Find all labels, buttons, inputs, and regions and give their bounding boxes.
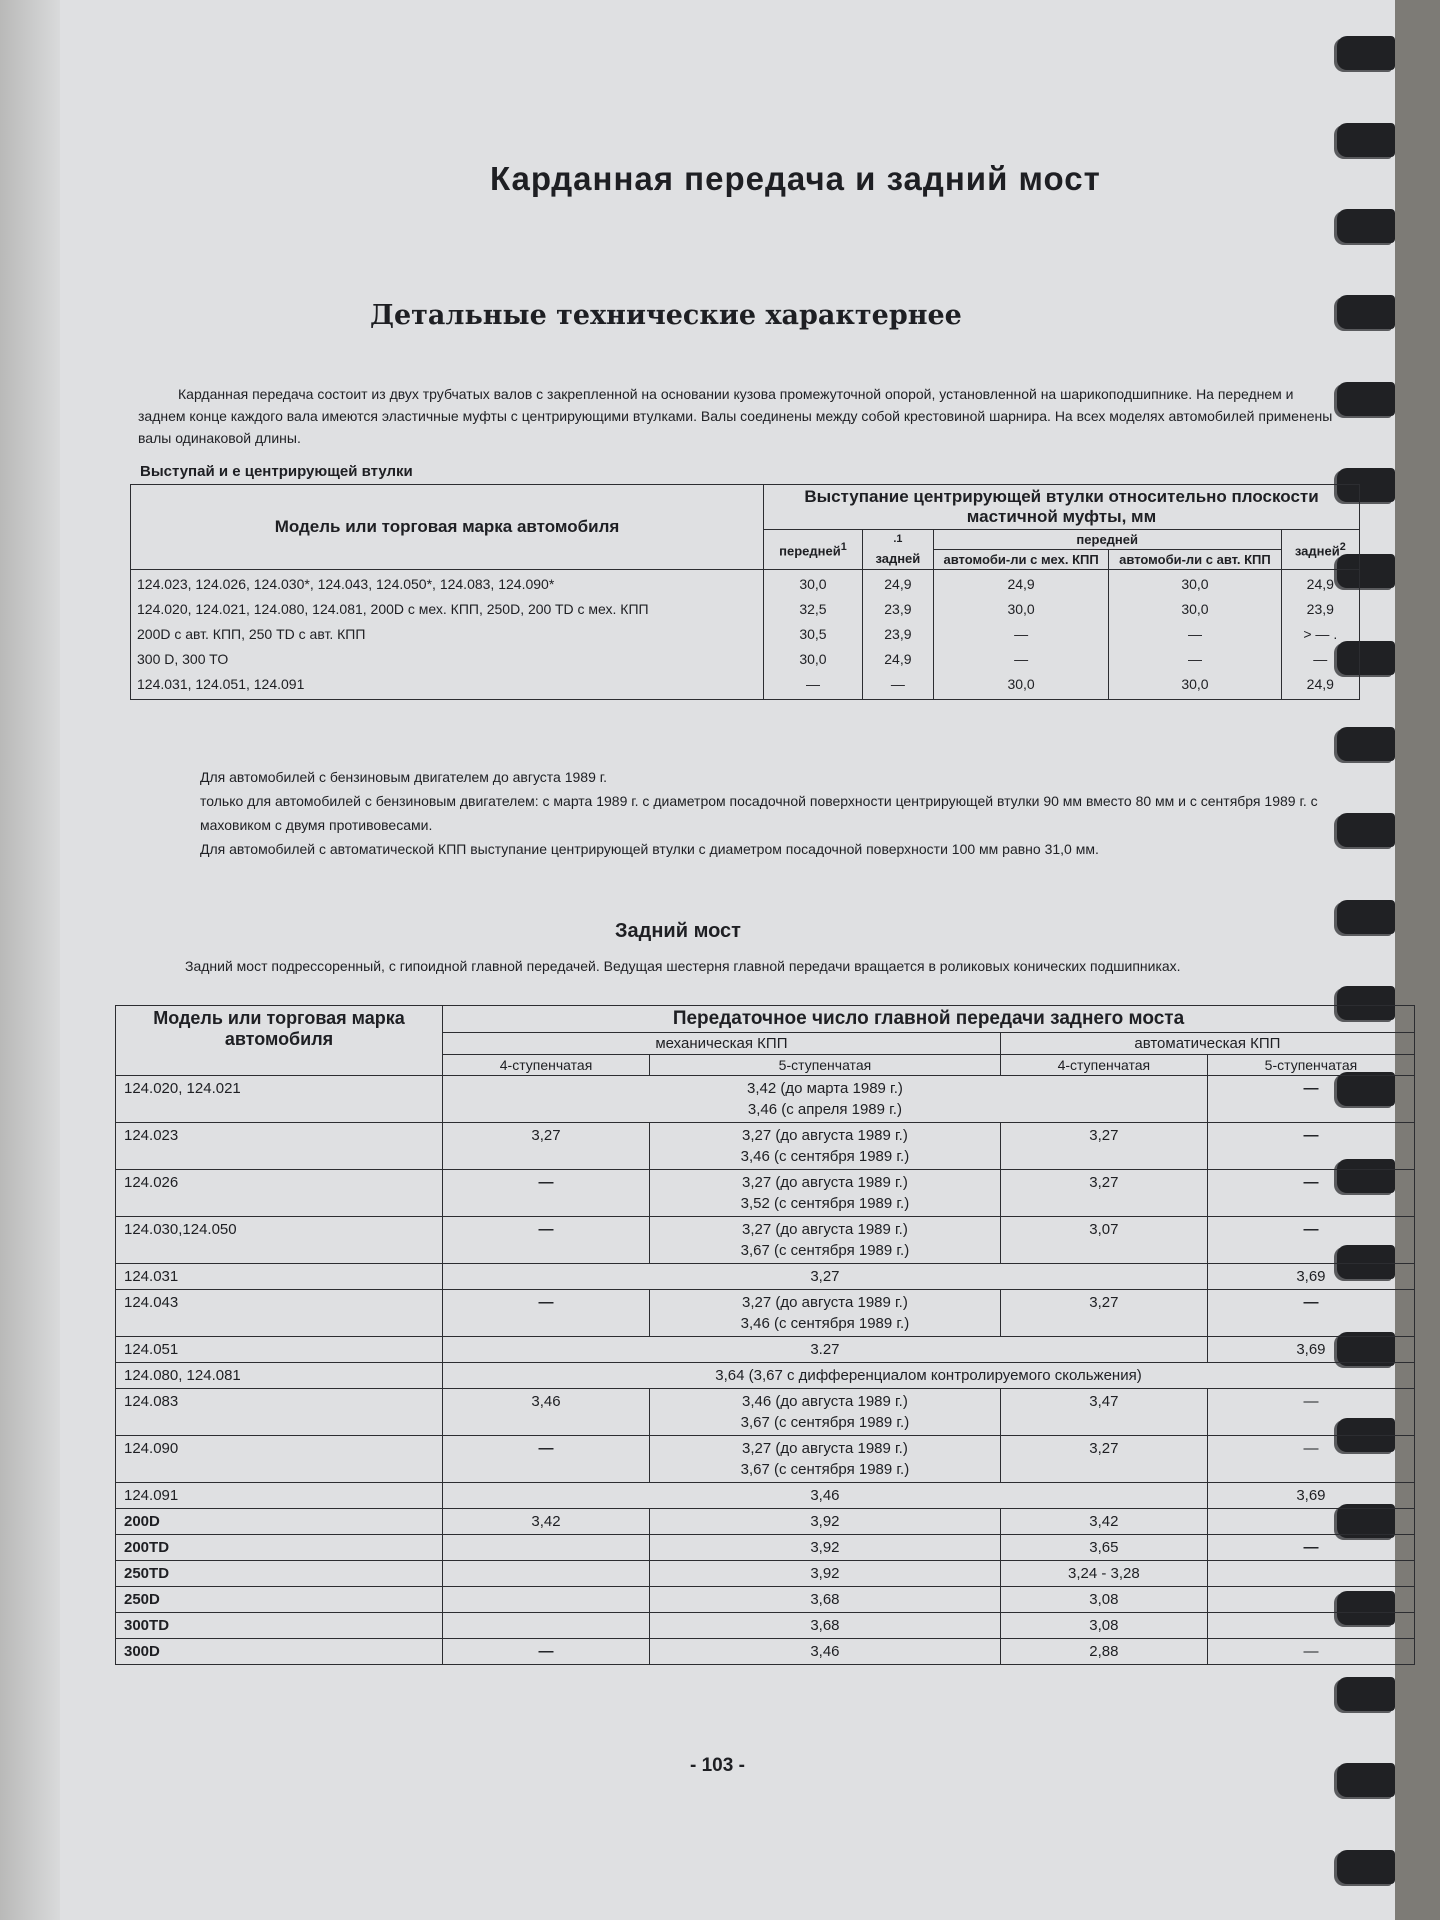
table-row: 124.091 3,46 3,69 [116,1483,1415,1509]
t1-front-values: 30,0 32,5 30,5 30,0 — [764,570,863,700]
t1-front-auto-values: 30,0 30,0 — — 30,0 [1109,570,1281,700]
binding-coil [1337,727,1395,761]
table-row: 124.090 — 3,27 (до августа 1989 г.) 3,67 (с сентября 1989 г.) 3,27 — [116,1436,1415,1483]
table-row: 124.080, 124.081 3,64 (3,67 с дифференциалом контролируемого скольжения) [116,1363,1415,1389]
bushing-protrusion-table [130,484,1360,700]
table1-caption: Выступай и е центрирующей втулки [140,463,413,480]
binding-coil [1337,1763,1395,1797]
t2-header-auto-5: 5-ступенчатая [1207,1055,1414,1076]
t1-rear2-values: 24,9 23,9 > — . — 24,9 [1281,570,1359,700]
table-row: 124.020, 124.021 3,42 (до марта 1989 г.) 3,46 (с апреля 1989 г.) — [116,1076,1415,1123]
footnote: Для автомобилей с бензиновым двигателем до августа 1989 г. [200,769,608,785]
table-row: 300TD 3,68 3,08 [116,1613,1415,1639]
table-row: 124.043 — 3,27 (до августа 1989 г.) 3,46 (с сентября 1989 г.) 3,27 — [116,1290,1415,1337]
t1-models-cell [131,570,764,700]
binding-coil [1337,382,1395,416]
table-row: 124.051 3.27 3,69 [116,1337,1415,1363]
t1-header-model: Модель или торговая марка автомобиля [131,485,764,570]
section-title: Детальные технические характернее [370,300,962,331]
t2-header-mech: механическая КПП [443,1033,1001,1055]
table-row: 300 D, 300 TO [137,651,229,667]
table-row: 200D 3,42 3,92 3,42 [116,1509,1415,1535]
binding-coil [1337,1850,1395,1884]
gear-ratio-table [115,1005,1415,1665]
rear-axle-intro: Задний мост подрессоренный, с гипоидной главной передачей. Ведущая шестерня главной передачи вращается в роликовых конических подшипниках. [185,958,1181,974]
t1-header-main: Выступание центрирующей втулки относительно плоскости мастичной муфты, мм [764,485,1360,530]
binding-coil [1337,36,1395,70]
table-row: 124.023, 124.026, 124.030*, 124.043, 124.050*, 124.083, 124.090* [137,576,555,592]
t1-header-front: передней$^1$ [764,530,863,570]
t1-rear-values: 24,9 23,9 23,9 24,9 — [862,570,933,700]
table-row: 124.083 3,46 3,46 (до августа 1989 г.) 3,67 (с сентября 1989 г.) 3,47 — [116,1389,1415,1436]
t2-header-model: Модель или торговая марка автомобиля [116,1006,443,1076]
t1-header-front-group: передней [933,530,1281,550]
table-row: 250TD 3,92 3,24 - 3,28 [116,1561,1415,1587]
table-row: 124.031, 124.051, 124.091 [137,676,305,692]
table-row: 124.023 3,27 3,27 (до августа 1989 г.) 3,46 (с сентября 1989 г.) 3,27 — [116,1123,1415,1170]
binding-coil [1337,900,1395,934]
table-row: 124.020, 124.021, 124.080, 124.081, 200D с мех. КПП, 250D, 200 TD с мех. КПП [137,601,649,617]
page-number: - 103 - [690,1755,745,1776]
t1-header-front-mech: автомоби-ли с мех. КПП [933,550,1108,570]
chapter-title: Карданная передача и задний мост [490,160,1101,197]
t2-header-auto-4: 4-ступенчатая [1000,1055,1207,1076]
rear-axle-title: Задний мост [615,920,741,942]
footnote: только для автомобилей с бензиновым двигателем: с марта 1989 г. с диаметром посадочной поверхности центрирующей втулки 90 мм вместо 80 мм и с сентября 1989 г. с маховиком с двумя противовесами. [200,793,1318,833]
binding-coil [1337,209,1395,243]
table-row: 124.031 3,27 3,69 [116,1264,1415,1290]
footnote: Для автомобилей с автоматической КПП выступание центрирующей втулки с диаметром посадочной поверхности 100 мм равно 31,0 мм. [200,841,1099,857]
binding-coil [1337,1677,1395,1711]
binding-coil [1337,295,1395,329]
t1-header-rear: $^{.1}$ задней [862,530,933,570]
t1-header-rear2: задней$^2$ [1281,530,1359,570]
t2-header-auto: автоматическая КПП [1000,1033,1414,1055]
table-row: 300D — 3,46 2,88 — [116,1639,1415,1665]
table-row: 124.026 — 3,27 (до августа 1989 г.) 3,52 (с сентября 1989 г.) 3,27 — [116,1170,1415,1217]
table-row: 200TD 3,92 3,65 — [116,1535,1415,1561]
t2-header-mech-4: 4-ступенчатая [443,1055,650,1076]
table-row: 124.030,124.050 — 3,27 (до августа 1989 г.) 3,67 (с сентября 1989 г.) 3,07 — [116,1217,1415,1264]
t2-header-main: Передаточное число главной передачи заднего моста [443,1006,1415,1033]
page-fold-shadow [0,0,60,1920]
t2-header-mech-5: 5-ступенчатая [650,1055,1001,1076]
t1-header-front-auto: автомоби-ли с авт. КПП [1109,550,1281,570]
intro-paragraph: Карданная передача состоит из двух трубчатых валов с закрепленной на основании кузова промежуточной опорой, установленной на шарикоподшипнике. На переднем и заднем конце каждого вала имеются эластичные муфты с центрирующими втулками. Валы соединены между собой крестовиной шарнира. На всех моделях автомобилей применены валы одинаковой длины. [138,386,1333,446]
t1-front-mech-values: 24,9 30,0 — — 30,0 [933,570,1108,700]
table1-footnotes [130,765,1370,861]
table-row: 250D 3,68 3,08 [116,1587,1415,1613]
table-row: 200D с авт. КПП, 250 TD с авт. КПП [137,626,366,642]
binding-coil [1337,123,1395,157]
